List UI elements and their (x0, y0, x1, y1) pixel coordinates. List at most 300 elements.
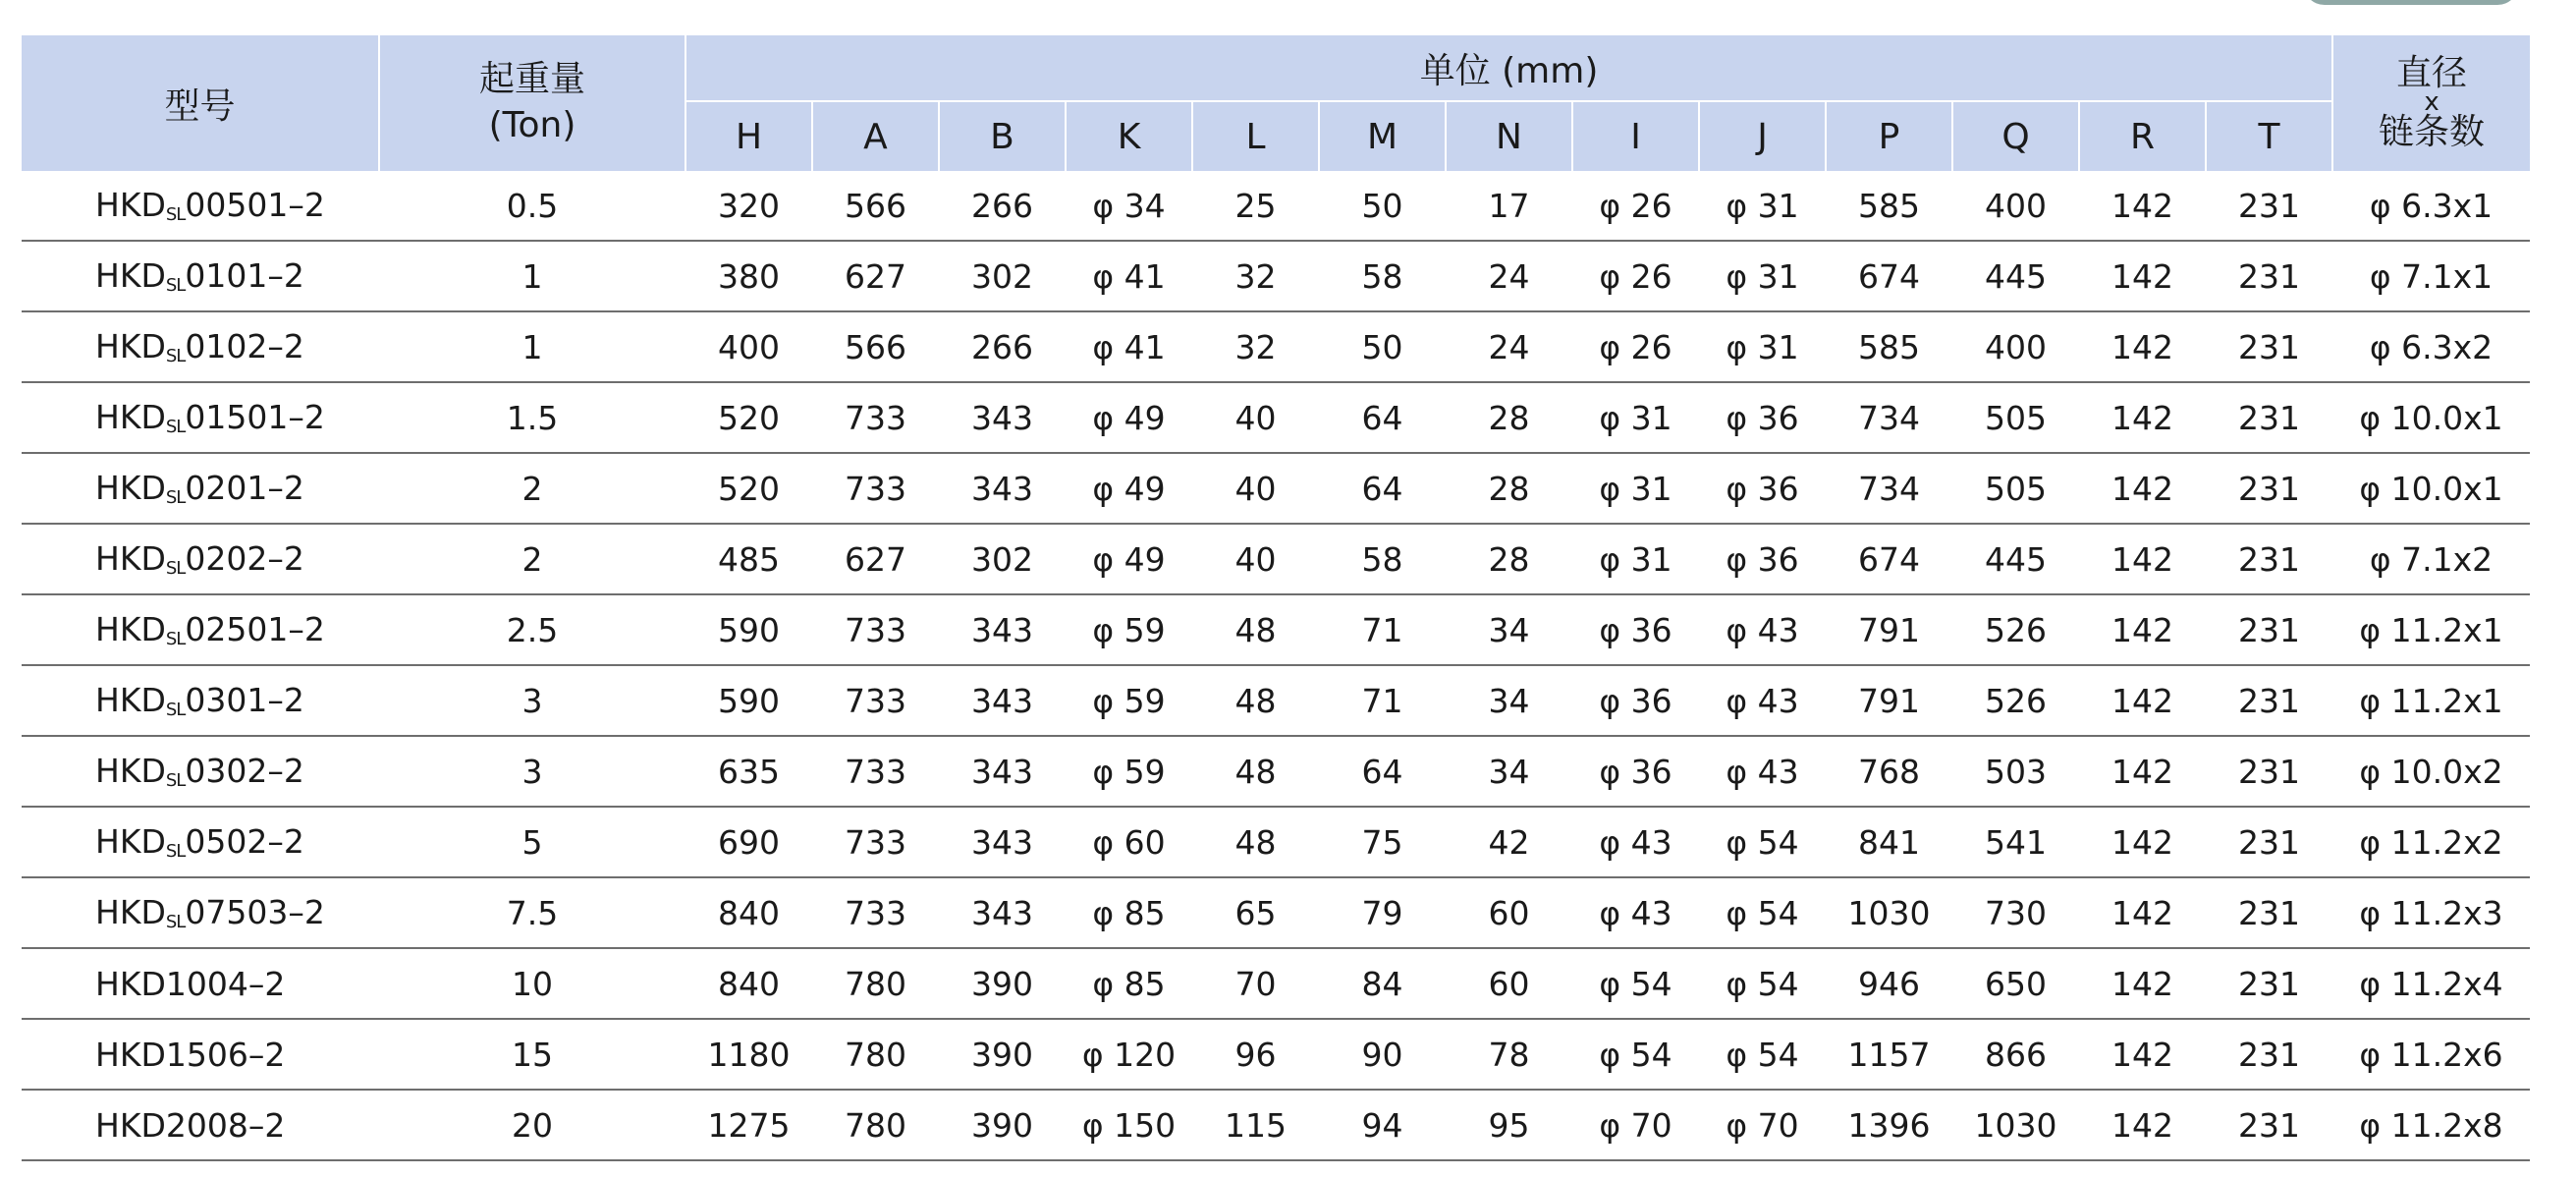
cell-model (22, 877, 379, 948)
cell-dim-q: 400 (1952, 171, 2079, 241)
cell-dim-p: 1396 (1826, 1090, 1952, 1160)
cell-dim-p: 768 (1826, 736, 1952, 807)
cell-dim-r: 142 (2079, 736, 2206, 807)
header-dim-b: B (939, 101, 1066, 171)
cell-dim-h: 690 (685, 807, 812, 877)
cell-dim-t: 231 (2206, 382, 2332, 453)
cell-dim-j: φ 54 (1699, 1019, 1826, 1090)
cell-dim-m: 75 (1319, 807, 1446, 877)
cell-dim-h: 520 (685, 382, 812, 453)
header-capacity (379, 35, 685, 171)
cell-dim-r: 142 (2079, 665, 2206, 736)
table-row (22, 807, 2530, 877)
cell-dim-i: φ 70 (1572, 1090, 1699, 1160)
cell-dim-m: 71 (1319, 594, 1446, 665)
table-row (22, 311, 2530, 382)
cell-diameter-chain: φ 11.2x1 (2332, 665, 2530, 736)
cell-dim-i: φ 43 (1572, 877, 1699, 948)
cell-dim-k: φ 59 (1066, 594, 1192, 665)
cell-model (22, 524, 379, 594)
header-dim-r: R (2079, 101, 2206, 171)
header-dim-j: J (1699, 101, 1826, 171)
cell-dim-b: 390 (939, 948, 1066, 1019)
header-dim-t: T (2206, 101, 2332, 171)
cell-dim-n: 34 (1446, 594, 1572, 665)
table-row (22, 665, 2530, 736)
cell-model (22, 1019, 379, 1090)
cell-dim-l: 115 (1192, 1090, 1319, 1160)
cell-dim-l: 25 (1192, 171, 1319, 241)
header-dim-a: A (812, 101, 939, 171)
cell-model (22, 665, 379, 736)
cell-dim-r: 142 (2079, 171, 2206, 241)
cell-dim-k: φ 59 (1066, 665, 1192, 736)
cell-dim-h: 320 (685, 171, 812, 241)
model-prefix: HKD (95, 610, 166, 648)
cell-dim-n: 78 (1446, 1019, 1572, 1090)
cell-dim-t: 231 (2206, 877, 2332, 948)
table-row (22, 453, 2530, 524)
cell-dim-p: 1030 (1826, 877, 1952, 948)
cell-dim-q: 526 (1952, 665, 2079, 736)
cell-dim-i: φ 54 (1572, 948, 1699, 1019)
cell-dim-i: φ 36 (1572, 736, 1699, 807)
cell-dim-r: 142 (2079, 948, 2206, 1019)
header-dim-p: P (1826, 101, 1952, 171)
cell-dim-b: 343 (939, 807, 1066, 877)
model-subscript: SL (165, 204, 186, 225)
cell-diameter-chain: φ 11.2x4 (2332, 948, 2530, 1019)
model-prefix: HKD (95, 256, 166, 295)
cell-dim-j: φ 36 (1699, 453, 1826, 524)
cell-dim-b: 343 (939, 736, 1066, 807)
model-subscript: SL (165, 841, 186, 862)
cell-capacity: 7.5 (379, 877, 685, 948)
header-last-line2: x (2424, 87, 2439, 118)
cell-dim-k: φ 120 (1066, 1019, 1192, 1090)
cell-dim-a: 566 (812, 311, 939, 382)
cell-diameter-chain: φ 10.0x2 (2332, 736, 2530, 807)
cell-dim-r: 142 (2079, 241, 2206, 311)
cell-model (22, 948, 379, 1019)
cell-dim-t: 231 (2206, 311, 2332, 382)
header-dim-l: L (1192, 101, 1319, 171)
cell-capacity: 10 (379, 948, 685, 1019)
cell-dim-i: φ 36 (1572, 665, 1699, 736)
cell-diameter-chain: φ 11.2x6 (2332, 1019, 2530, 1090)
cell-dim-j: φ 54 (1699, 807, 1826, 877)
cell-dim-a: 733 (812, 736, 939, 807)
cell-diameter-chain: φ 7.1x1 (2332, 241, 2530, 311)
header-unit-group: 单位 (mm) (685, 35, 2332, 101)
cell-dim-t: 231 (2206, 524, 2332, 594)
cell-dim-t: 231 (2206, 594, 2332, 665)
cell-dim-a: 733 (812, 665, 939, 736)
model-prefix: HKD (95, 893, 166, 931)
cell-dim-k: φ 49 (1066, 524, 1192, 594)
table-row (22, 1090, 2530, 1160)
cell-dim-l: 48 (1192, 665, 1319, 736)
cell-diameter-chain: φ 11.2x1 (2332, 594, 2530, 665)
model-suffix: 0101–2 (185, 256, 304, 295)
cell-dim-q: 505 (1952, 382, 2079, 453)
cell-dim-q: 730 (1952, 877, 2079, 948)
model-prefix: HKD (95, 822, 166, 861)
table-row (22, 594, 2530, 665)
cell-model (22, 807, 379, 877)
cell-dim-q: 445 (1952, 524, 2079, 594)
cell-dim-t: 231 (2206, 948, 2332, 1019)
model-suffix: 0301–2 (185, 681, 304, 719)
cell-dim-j: φ 54 (1699, 948, 1826, 1019)
cell-dim-t: 231 (2206, 1019, 2332, 1090)
table-row (22, 524, 2530, 594)
cell-dim-i: φ 26 (1572, 311, 1699, 382)
cell-dim-i: φ 26 (1572, 171, 1699, 241)
cell-dim-j: φ 70 (1699, 1090, 1826, 1160)
cell-dim-p: 791 (1826, 665, 1952, 736)
cell-dim-i: φ 31 (1572, 382, 1699, 453)
cell-dim-m: 50 (1319, 311, 1446, 382)
cell-dim-l: 65 (1192, 877, 1319, 948)
cell-dim-r: 142 (2079, 807, 2206, 877)
cell-dim-h: 840 (685, 877, 812, 948)
cell-dim-r: 142 (2079, 524, 2206, 594)
model-suffix: 07503–2 (185, 893, 325, 931)
cell-dim-p: 1157 (1826, 1019, 1952, 1090)
cell-dim-a: 566 (812, 171, 939, 241)
cell-dim-m: 79 (1319, 877, 1446, 948)
cell-dim-b: 343 (939, 877, 1066, 948)
cell-dim-p: 734 (1826, 382, 1952, 453)
model-suffix: 0102–2 (185, 327, 304, 365)
cell-dim-n: 28 (1446, 453, 1572, 524)
cell-dim-b: 343 (939, 453, 1066, 524)
cell-dim-n: 24 (1446, 311, 1572, 382)
cell-dim-t: 231 (2206, 453, 2332, 524)
cell-model (22, 171, 379, 241)
cell-dim-h: 1275 (685, 1090, 812, 1160)
cell-dim-q: 541 (1952, 807, 2079, 877)
cell-dim-r: 142 (2079, 877, 2206, 948)
cell-dim-q: 503 (1952, 736, 2079, 807)
model-subscript: SL (165, 770, 186, 791)
header-diameter-chain (2332, 35, 2530, 171)
cell-dim-t: 231 (2206, 807, 2332, 877)
cell-dim-b: 343 (939, 382, 1066, 453)
cell-dim-l: 40 (1192, 524, 1319, 594)
cell-model (22, 594, 379, 665)
cell-capacity: 1.5 (379, 382, 685, 453)
table-row (22, 382, 2530, 453)
cell-capacity: 0.5 (379, 171, 685, 241)
cell-dim-q: 1030 (1952, 1090, 2079, 1160)
header-dim-q: Q (1952, 101, 2079, 171)
cell-dim-a: 627 (812, 241, 939, 311)
header-capacity-line1: 起重量 (478, 59, 585, 100)
cell-dim-t: 231 (2206, 665, 2332, 736)
model-suffix: 0202–2 (185, 539, 304, 578)
cell-model (22, 241, 379, 311)
cell-dim-l: 48 (1192, 736, 1319, 807)
cell-dim-m: 84 (1319, 948, 1446, 1019)
cell-dim-r: 142 (2079, 311, 2206, 382)
cell-model (22, 311, 379, 382)
cell-dim-t: 231 (2206, 1090, 2332, 1160)
table-row (22, 948, 2530, 1019)
model-subscript: SL (165, 417, 186, 437)
model-prefix: HKD2008–2 (95, 1105, 286, 1145)
model-prefix: HKD (95, 752, 166, 790)
cell-capacity: 3 (379, 736, 685, 807)
cell-dim-j: φ 31 (1699, 171, 1826, 241)
cell-capacity: 20 (379, 1090, 685, 1160)
cell-dim-h: 635 (685, 736, 812, 807)
cell-dim-m: 64 (1319, 382, 1446, 453)
model-suffix: 0201–2 (185, 469, 304, 507)
spec-table (22, 35, 2530, 1161)
table-row (22, 736, 2530, 807)
cell-dim-t: 231 (2206, 241, 2332, 311)
cell-dim-q: 650 (1952, 948, 2079, 1019)
model-prefix: HKD (95, 539, 166, 578)
cell-dim-p: 585 (1826, 311, 1952, 382)
model-suffix: 02501–2 (185, 610, 325, 648)
cell-dim-q: 400 (1952, 311, 2079, 382)
cell-dim-m: 58 (1319, 241, 1446, 311)
cell-dim-p: 674 (1826, 241, 1952, 311)
cell-dim-n: 28 (1446, 382, 1572, 453)
cell-capacity: 1 (379, 311, 685, 382)
cell-dim-m: 64 (1319, 453, 1446, 524)
cell-dim-p: 946 (1826, 948, 1952, 1019)
cell-dim-m: 71 (1319, 665, 1446, 736)
cell-dim-h: 520 (685, 453, 812, 524)
model-prefix: HKD1004–2 (95, 964, 286, 1003)
cell-dim-i: φ 26 (1572, 241, 1699, 311)
model-suffix: 01501–2 (185, 398, 325, 436)
cell-dim-i: φ 31 (1572, 453, 1699, 524)
cell-dim-r: 142 (2079, 594, 2206, 665)
table-body (22, 171, 2530, 1160)
cell-dim-l: 70 (1192, 948, 1319, 1019)
cell-dim-n: 34 (1446, 665, 1572, 736)
cell-dim-k: φ 85 (1066, 948, 1192, 1019)
cell-diameter-chain: φ 11.2x3 (2332, 877, 2530, 948)
cell-dim-j: φ 36 (1699, 382, 1826, 453)
header-dim-k: K (1066, 101, 1192, 171)
cell-diameter-chain: φ 7.1x2 (2332, 524, 2530, 594)
cell-model (22, 382, 379, 453)
cell-dim-p: 841 (1826, 807, 1952, 877)
cell-dim-q: 526 (1952, 594, 2079, 665)
cell-dim-m: 90 (1319, 1019, 1446, 1090)
cell-dim-j: φ 43 (1699, 665, 1826, 736)
cell-dim-l: 96 (1192, 1019, 1319, 1090)
model-subscript: SL (165, 558, 186, 579)
cell-dim-h: 380 (685, 241, 812, 311)
cell-dim-k: φ 34 (1066, 171, 1192, 241)
cell-dim-k: φ 49 (1066, 453, 1192, 524)
header-model: 型号 (22, 35, 379, 171)
cell-dim-h: 400 (685, 311, 812, 382)
cell-dim-k: φ 59 (1066, 736, 1192, 807)
cell-dim-i: φ 31 (1572, 524, 1699, 594)
cell-capacity: 2 (379, 453, 685, 524)
header-last-line1: 直径 (2396, 53, 2468, 94)
model-prefix: HKD (95, 469, 166, 507)
cell-dim-k: φ 49 (1066, 382, 1192, 453)
model-subscript: SL (165, 487, 186, 508)
cell-dim-p: 585 (1826, 171, 1952, 241)
cell-dim-l: 40 (1192, 453, 1319, 524)
cell-dim-b: 390 (939, 1090, 1066, 1160)
model-subscript: SL (165, 275, 186, 296)
cell-dim-r: 142 (2079, 382, 2206, 453)
cell-dim-b: 266 (939, 171, 1066, 241)
cell-dim-n: 60 (1446, 877, 1572, 948)
cell-dim-l: 48 (1192, 594, 1319, 665)
cell-model (22, 1090, 379, 1160)
cell-dim-k: φ 41 (1066, 241, 1192, 311)
cell-dim-a: 780 (812, 1090, 939, 1160)
cell-dim-i: φ 54 (1572, 1019, 1699, 1090)
cell-dim-m: 50 (1319, 171, 1446, 241)
model-suffix: 0502–2 (185, 822, 304, 861)
cell-dim-l: 40 (1192, 382, 1319, 453)
cell-dim-n: 17 (1446, 171, 1572, 241)
cell-dim-b: 302 (939, 524, 1066, 594)
cell-diameter-chain: φ 6.3x2 (2332, 311, 2530, 382)
cell-dim-l: 32 (1192, 311, 1319, 382)
table-row (22, 1019, 2530, 1090)
cell-dim-n: 34 (1446, 736, 1572, 807)
model-prefix: HKD (95, 398, 166, 436)
cell-capacity: 2.5 (379, 594, 685, 665)
cell-dim-a: 733 (812, 453, 939, 524)
cell-capacity: 2 (379, 524, 685, 594)
model-subscript: SL (165, 346, 186, 366)
cell-dim-m: 64 (1319, 736, 1446, 807)
model-prefix: HKD (95, 327, 166, 365)
table-row (22, 171, 2530, 241)
cell-dim-n: 28 (1446, 524, 1572, 594)
cell-dim-b: 390 (939, 1019, 1066, 1090)
model-prefix: HKD (95, 681, 166, 719)
table-header (22, 35, 2530, 171)
cell-dim-l: 48 (1192, 807, 1319, 877)
cell-dim-q: 866 (1952, 1019, 2079, 1090)
cell-dim-n: 95 (1446, 1090, 1572, 1160)
cell-dim-j: φ 54 (1699, 877, 1826, 948)
cell-dim-n: 42 (1446, 807, 1572, 877)
cell-diameter-chain: φ 11.2x8 (2332, 1090, 2530, 1160)
cell-dim-k: φ 60 (1066, 807, 1192, 877)
cell-dim-r: 142 (2079, 1090, 2206, 1160)
cell-dim-p: 734 (1826, 453, 1952, 524)
cell-dim-l: 32 (1192, 241, 1319, 311)
cell-dim-h: 485 (685, 524, 812, 594)
header-dim-h: H (685, 101, 812, 171)
cell-dim-a: 780 (812, 948, 939, 1019)
cell-dim-m: 58 (1319, 524, 1446, 594)
header-dim-n: N (1446, 101, 1572, 171)
cell-dim-h: 590 (685, 665, 812, 736)
cell-dim-q: 445 (1952, 241, 2079, 311)
header-capacity-line2: (Ton) (488, 105, 576, 145)
model-suffix: 00501–2 (185, 186, 325, 224)
cell-dim-j: φ 43 (1699, 736, 1826, 807)
cell-capacity: 1 (379, 241, 685, 311)
cell-dim-a: 733 (812, 807, 939, 877)
cell-dim-h: 590 (685, 594, 812, 665)
cell-dim-n: 24 (1446, 241, 1572, 311)
cell-dim-t: 231 (2206, 171, 2332, 241)
table-row (22, 241, 2530, 311)
cell-dim-a: 733 (812, 594, 939, 665)
cell-model (22, 736, 379, 807)
cell-dim-i: φ 43 (1572, 807, 1699, 877)
cell-capacity: 3 (379, 665, 685, 736)
model-suffix: 0302–2 (185, 752, 304, 790)
cell-dim-r: 142 (2079, 1019, 2206, 1090)
model-prefix: HKD (95, 186, 166, 224)
cell-diameter-chain: φ 11.2x2 (2332, 807, 2530, 877)
cell-diameter-chain: φ 6.3x1 (2332, 171, 2530, 241)
model-subscript: SL (165, 912, 186, 932)
cell-dim-p: 674 (1826, 524, 1952, 594)
cell-capacity: 15 (379, 1019, 685, 1090)
cell-dim-b: 302 (939, 241, 1066, 311)
cell-diameter-chain: φ 10.0x1 (2332, 382, 2530, 453)
model-subscript: SL (165, 629, 186, 649)
cell-dim-t: 231 (2206, 736, 2332, 807)
cell-dim-j: φ 31 (1699, 311, 1826, 382)
model-prefix: HKD1506–2 (95, 1035, 286, 1074)
cell-dim-j: φ 36 (1699, 524, 1826, 594)
cell-dim-h: 840 (685, 948, 812, 1019)
corner-tab (2303, 0, 2519, 5)
cell-dim-b: 343 (939, 665, 1066, 736)
cell-dim-k: φ 85 (1066, 877, 1192, 948)
cell-dim-i: φ 36 (1572, 594, 1699, 665)
cell-model (22, 453, 379, 524)
cell-dim-p: 791 (1826, 594, 1952, 665)
header-last-line3: 链条数 (2379, 111, 2486, 152)
cell-diameter-chain: φ 10.0x1 (2332, 453, 2530, 524)
cell-capacity: 5 (379, 807, 685, 877)
header-dim-m: M (1319, 101, 1446, 171)
cell-dim-a: 733 (812, 877, 939, 948)
cell-dim-j: φ 43 (1699, 594, 1826, 665)
table-row (22, 877, 2530, 948)
cell-dim-k: φ 150 (1066, 1090, 1192, 1160)
cell-dim-n: 60 (1446, 948, 1572, 1019)
cell-dim-a: 733 (812, 382, 939, 453)
cell-dim-b: 266 (939, 311, 1066, 382)
cell-dim-b: 343 (939, 594, 1066, 665)
header-dim-i: I (1572, 101, 1699, 171)
model-subscript: SL (165, 700, 186, 720)
cell-dim-r: 142 (2079, 453, 2206, 524)
cell-dim-j: φ 31 (1699, 241, 1826, 311)
cell-dim-a: 627 (812, 524, 939, 594)
cell-dim-h: 1180 (685, 1019, 812, 1090)
cell-dim-a: 780 (812, 1019, 939, 1090)
cell-dim-q: 505 (1952, 453, 2079, 524)
cell-dim-m: 94 (1319, 1090, 1446, 1160)
cell-dim-k: φ 41 (1066, 311, 1192, 382)
